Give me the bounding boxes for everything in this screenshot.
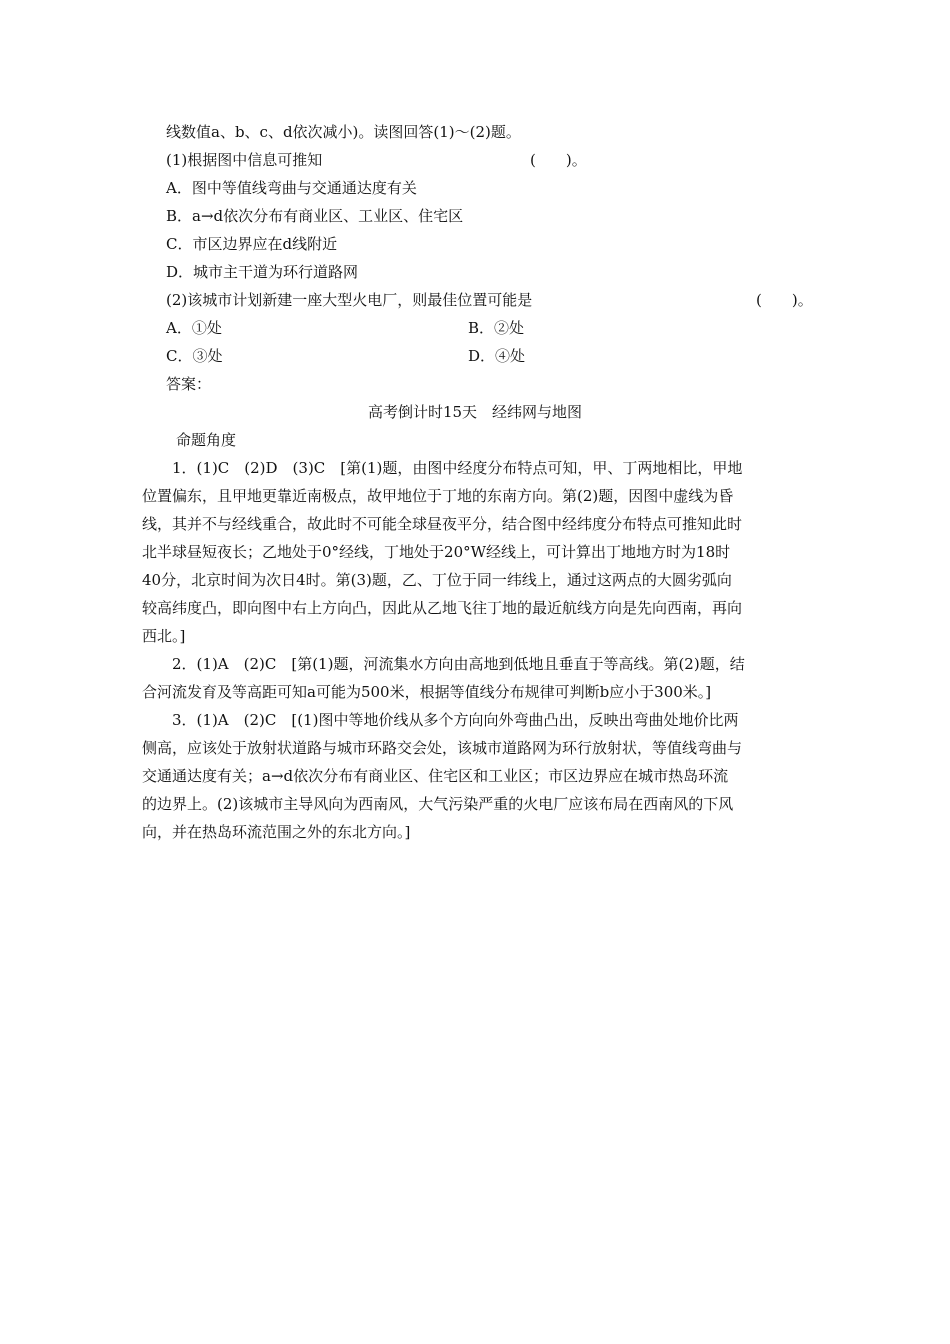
question-2-blank: ( )。 [756,291,813,309]
question-2-option-c: C．③处 [166,347,223,365]
question-1-option-b: B．a→d依次分布有商业区、工业区、住宅区 [166,207,464,225]
question-1-option-d: D．城市主干道为环行道路网 [166,263,359,281]
section-subtitle: 命题角度 [176,431,237,449]
answer-3-line: 的边界上。(2)该城市主导风向为西南风，大气污染严重的火电厂应该布局在西南风的下风 [142,795,734,813]
answer-1-line: 位置偏东，且甲地更靠近南极点，故甲地位于丁地的东南方向。第(2)题，因图中虚线为昏 [142,487,734,505]
answer-1-line: 西北。] [142,627,186,645]
answer-3-line: 向，并在热岛环流范围之外的东北方向。] [142,823,411,841]
answer-label: 答案： [166,375,212,393]
question-2-option-d: D．④处 [468,347,526,365]
answer-3-line: 交通通达度有关；a→d依次分布有商业区、住宅区和工业区；市区边界应在城市热岛环流 [142,767,729,785]
question-1-option-a: A．图中等值线弯曲与交通通达度有关 [166,179,417,197]
answer-2-line: 2．(1)A (2)C [第(1)题，河流集水方向由高地到低地且垂直于等高线。第(2)题，结 [172,655,745,673]
question-2-option-b: B．②处 [468,319,525,337]
answer-1-line: 北半球昼短夜长；乙地处于0°经线，丁地处于20°W经线上，可计算出丁地地方时为18时 [142,543,731,561]
answer-2-line: 合河流发育及等高距可知a可能为500米，根据等值线分布规律可判断b应小于300米。] [142,683,712,701]
question-2-option-a: A．①处 [166,319,222,337]
answer-1-line: 较高纬度凸，即向图中右上方向凸，因此从乙地飞往丁地的最近航线方向是先向西南，再向 [142,599,743,617]
answer-3-line: 侧高，应该处于放射状道路与城市环路交会处，该城市道路网为环行放射状，等值线弯曲与 [142,739,743,757]
answer-1-line: 40分，北京时间为次日4时。第(3)题，乙、丁位于同一纬线上，通过这两点的大圆劣弧向 [142,571,732,589]
question-2-stem: (2)该城市计划新建一座大型火电厂，则最佳位置可能是 [166,291,533,309]
answer-1-line: 1．(1)C (2)D (3)C [第(1)题，由图中经度分布特点可知，甲、丁两地相比，甲地 [172,459,743,477]
question-1-blank: ( )。 [530,151,587,169]
question-1-stem: (1)根据图中信息可推知 [166,151,323,169]
answer-3-line: 3．(1)A (2)C [(1)图中等地价线从多个方向向外弯曲凸出，反映出弯曲处地价比两 [172,711,739,729]
answer-1-line: 线，其并不与经线重合，故此时不可能全球昼夜平分，结合图中经纬度分布特点可推知此时 [142,515,743,533]
section-title: 高考倒计时15天 经纬网与地图 [367,403,583,421]
question-1-option-c: C．市区边界应在d线附近 [166,235,338,253]
intro-text: 线数值a、b、c、d依次减小)。读图回答(1)～(2)题。 [166,123,521,141]
